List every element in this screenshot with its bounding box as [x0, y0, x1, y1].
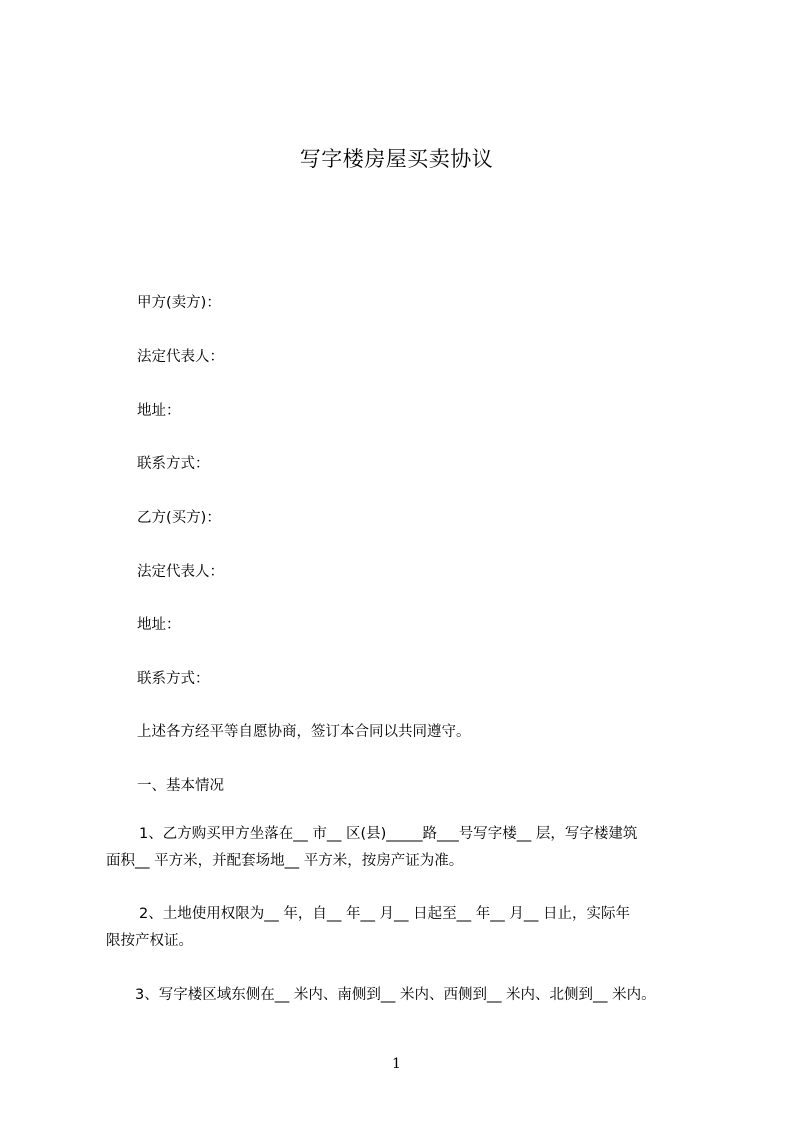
- clause-3: [106, 982, 716, 1009]
- party-b-contact: 联系方式：: [137, 671, 210, 687]
- preamble-text: 上述各方经平等自愿协商，签订本合同以共同遵守。: [137, 724, 471, 740]
- party-a-contact: 联系方式：: [137, 456, 210, 472]
- clause-1-line-2: 面积__ 平方米，并配套场地__ 平方米，按房产证为准。: [106, 853, 464, 869]
- party-a-label: 甲方(卖方)：: [137, 295, 221, 311]
- page-number: 1: [392, 1056, 401, 1072]
- clause-1-line-1: 1、乙方购买甲方坐落在__ 市__ 区(县)_____路___号写字楼__ 层，写字楼建筑: [139, 826, 638, 842]
- document-title: 写字楼房屋买卖协议: [299, 147, 494, 171]
- party-b-address: 地址：: [137, 617, 181, 633]
- party-a-address: 地址：: [137, 403, 181, 419]
- party-b-label: 乙方(买方)：: [137, 510, 221, 526]
- section-1-heading: 一、基本情况: [137, 778, 224, 794]
- clause-3-line-1: 3、写字楼区域东侧在__ 米内、南侧到__ 米内、西侧到__ 米内、北侧到__ 米内。: [135, 987, 656, 1003]
- clause-1: [106, 821, 716, 875]
- party-a-representative: 法定代表人：: [137, 349, 224, 365]
- clause-2-line-1: 2、土地使用权限为__ 年，自__ 年__ 月__ 日起至__ 年__ 月__ 日止，实际年: [139, 906, 630, 922]
- party-b-representative: 法定代表人：: [137, 564, 224, 580]
- clause-2: [106, 901, 716, 955]
- clause-2-line-2: 限按产权证。: [106, 933, 193, 949]
